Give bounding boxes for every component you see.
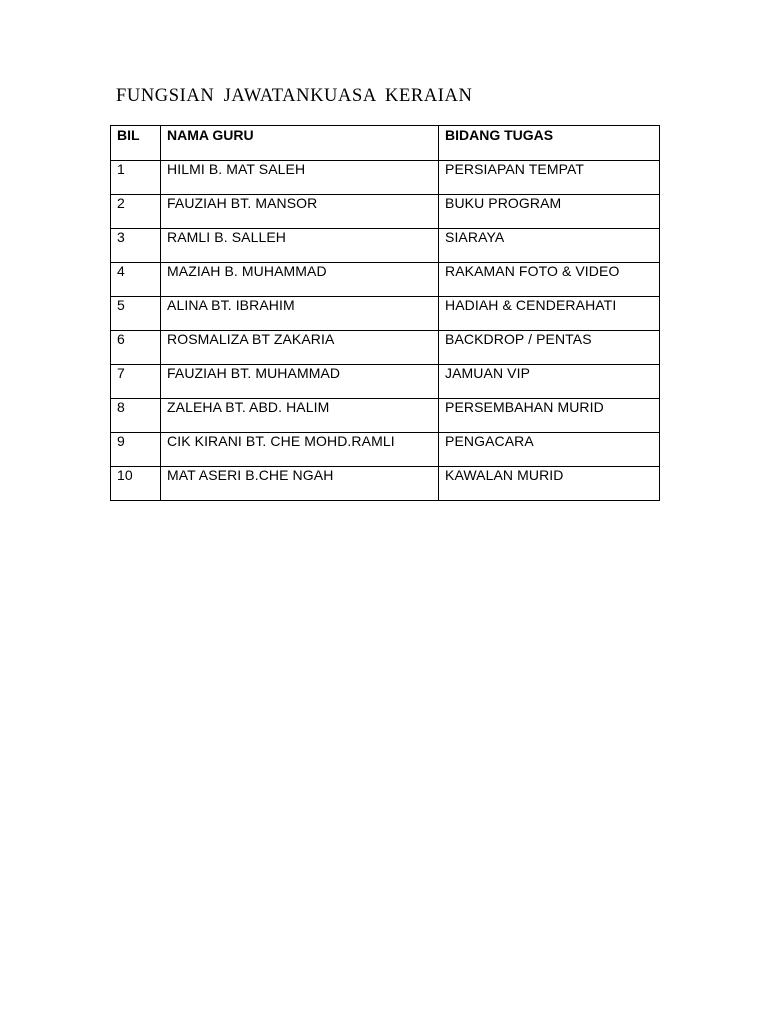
cell-nama-guru: ALINA BT. IBRAHIM (161, 297, 439, 331)
cell-nama-guru: MAT ASERI B.CHE NGAH (161, 467, 439, 501)
header-bil: BIL (111, 126, 161, 161)
table-row (111, 331, 660, 365)
header-nama-guru: NAMA GURU (161, 126, 439, 161)
cell-nama-guru: RAMLI B. SALLEH (161, 229, 439, 263)
cell-bidang-tugas: KAWALAN MURID (439, 467, 660, 501)
table-row (111, 399, 660, 433)
table-header-row (111, 126, 660, 161)
cell-nama-guru: MAZIAH B. MUHAMMAD (161, 263, 439, 297)
table-row (111, 229, 660, 263)
table-row (111, 467, 660, 501)
cell-bidang-tugas: PERSIAPAN TEMPAT (439, 161, 660, 195)
cell-bidang-tugas: PERSEMBAHAN MURID (439, 399, 660, 433)
cell-bil: 10 (111, 467, 161, 501)
table-row (111, 297, 660, 331)
cell-bidang-tugas: BACKDROP / PENTAS (439, 331, 660, 365)
cell-bidang-tugas: BUKU PROGRAM (439, 195, 660, 229)
cell-bidang-tugas: JAMUAN VIP (439, 365, 660, 399)
cell-bil: 1 (111, 161, 161, 195)
cell-nama-guru: ROSMALIZA BT ZAKARIA (161, 331, 439, 365)
cell-nama-guru: HILMI B. MAT SALEH (161, 161, 439, 195)
cell-bil: 9 (111, 433, 161, 467)
cell-bidang-tugas: HADIAH & CENDERAHATI (439, 297, 660, 331)
cell-bil: 3 (111, 229, 161, 263)
table-row (111, 161, 660, 195)
cell-bil: 7 (111, 365, 161, 399)
table-row (111, 433, 660, 467)
table-row (111, 263, 660, 297)
cell-bil: 2 (111, 195, 161, 229)
cell-bidang-tugas: RAKAMAN FOTO & VIDEO (439, 263, 660, 297)
table-row (111, 365, 660, 399)
cell-bil: 4 (111, 263, 161, 297)
cell-bil: 5 (111, 297, 161, 331)
cell-nama-guru: ZALEHA BT. ABD. HALIM (161, 399, 439, 433)
cell-nama-guru: CIK KIRANI BT. CHE MOHD.RAMLI (161, 433, 439, 467)
cell-bil: 8 (111, 399, 161, 433)
cell-nama-guru: FAUZIAH BT. MUHAMMAD (161, 365, 439, 399)
header-bidang-tugas: BIDANG TUGAS (439, 126, 660, 161)
cell-bidang-tugas: SIARAYA (439, 229, 660, 263)
page-title: FUNGSIAN JAWATANKUASA KERAIAN (116, 86, 473, 106)
cell-bil: 6 (111, 331, 161, 365)
table-row (111, 195, 660, 229)
cell-nama-guru: FAUZIAH BT. MANSOR (161, 195, 439, 229)
cell-bidang-tugas: PENGACARA (439, 433, 660, 467)
committee-table (110, 125, 660, 501)
